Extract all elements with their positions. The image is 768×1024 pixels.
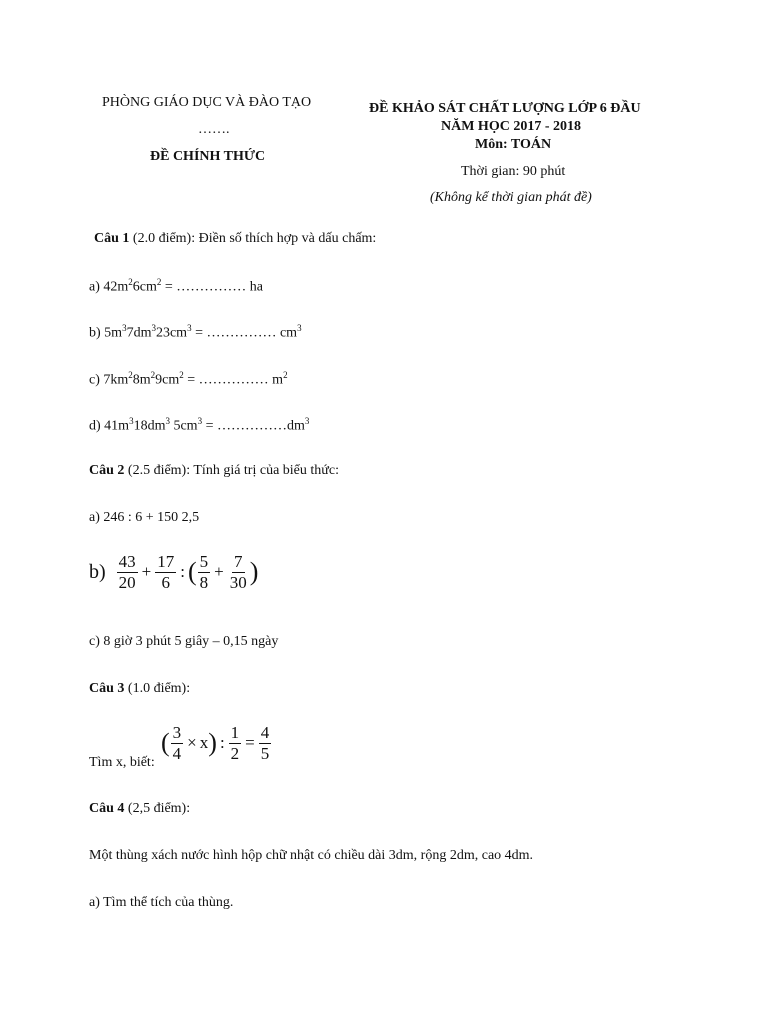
q2-b-label: b) — [89, 560, 106, 583]
q1-item-d — [89, 416, 309, 435]
q1-d-sup: 3 — [129, 416, 134, 426]
denominator: 4 — [172, 743, 182, 763]
fraction — [198, 553, 211, 592]
denominator: 5 — [260, 743, 270, 763]
q2-points: (2.5 điểm) — [127, 463, 187, 478]
denominator: 6 — [161, 572, 171, 592]
q4-item-a: a) Tìm thể tích của thùng. — [89, 895, 234, 910]
header-subject: Môn: TOÁN — [475, 137, 552, 152]
header-official-exam: ĐỀ CHÍNH THỨC — [150, 149, 266, 164]
times-sign: × — [187, 733, 197, 753]
q2-item-b — [89, 553, 258, 592]
fraction — [228, 553, 249, 592]
denominator: 8 — [199, 572, 209, 592]
q1-item-b — [89, 323, 302, 342]
q1-label: Câu 1 — [94, 231, 130, 246]
q1-points: (2.0 điểm) — [132, 231, 192, 246]
q1-c-sup: 2 — [283, 370, 288, 380]
fraction — [259, 724, 272, 763]
fraction — [155, 553, 176, 592]
q2-label: Câu 2 — [89, 463, 125, 478]
equals-sign: = — [245, 733, 255, 753]
q1-item-c — [89, 370, 288, 389]
q1-c-sup: 2 — [179, 370, 184, 380]
numerator: 5 — [199, 552, 209, 571]
q2-title: : Tính giá trị của biểu thức: — [186, 463, 339, 478]
q1-d-sup: 3 — [197, 416, 203, 426]
header-exam-title: ĐỀ KHẢO SÁT CHẤT LƯỢNG LỚP 6 ĐẦU — [369, 101, 641, 116]
q1-b-sup: 3 — [151, 323, 156, 333]
numerator: 7 — [234, 552, 243, 571]
numerator: 17 — [157, 552, 175, 571]
header-department: PHÒNG GIÁO DỤC VÀ ĐÀO TẠO — [102, 95, 312, 110]
left-paren: ( — [188, 557, 197, 587]
header-dots: ……. — [198, 122, 230, 137]
q1-title: : Điền số thích hợp và dấu chấm: — [191, 231, 377, 246]
q1-b-sup: 3 — [297, 323, 302, 333]
q1-c-text: = …………… m — [183, 372, 284, 388]
q1-b-sup: 3 — [187, 323, 192, 333]
q1-item-a — [89, 277, 263, 296]
numerator: 43 — [118, 552, 136, 571]
q1-d-sup: 3 — [304, 416, 310, 426]
denominator: 20 — [118, 572, 136, 592]
q1-d-text: 5cm — [169, 418, 198, 434]
header-school-year: NĂM HỌC 2017 - 2018 — [441, 119, 581, 134]
q1-a-sup: 2 — [128, 277, 133, 287]
q3-find-x-label: Tìm x, biết: — [89, 755, 155, 770]
denominator: 30 — [229, 572, 247, 592]
variable-x: x — [199, 733, 209, 753]
q2-item-a: a) 246 : 6 + 150 2,5 — [89, 510, 200, 525]
q1-d-text: 18dm — [133, 418, 166, 434]
numerator: 1 — [230, 723, 240, 742]
q3-heading — [89, 681, 190, 697]
q1-c-sup: 2 — [128, 370, 133, 380]
right-paren: ) — [249, 557, 259, 587]
q2-heading — [89, 463, 339, 479]
q2-item-c: c) 8 giờ 3 phút 5 giây – 0,15 ngày — [89, 634, 279, 649]
fraction — [171, 724, 184, 763]
numerator: 3 — [172, 723, 182, 742]
q1-b-sup: 3 — [122, 323, 127, 333]
header-duration: Thời gian: 90 phút — [461, 164, 566, 179]
q1-d-sup: 3 — [165, 416, 170, 426]
q1-c-text: 8m — [132, 372, 151, 388]
q4-label: Câu 4 — [89, 801, 125, 816]
q1-a-text: 6cm — [132, 279, 157, 295]
q1-b-text: b) 5m — [89, 325, 123, 341]
q1-d-text: = ……………dm — [202, 418, 305, 434]
q1-c-text: 9cm — [155, 372, 180, 388]
q1-b-text: 23cm — [155, 325, 188, 341]
colon-sign: : — [219, 733, 225, 753]
q1-b-text: = …………… cm — [191, 325, 298, 341]
q1-a-sup: 2 — [156, 277, 162, 287]
q3-points: (1.0 điểm): — [127, 681, 191, 696]
plus-sign: + — [214, 562, 224, 582]
header-note: (Không kể thời gian phát đề) — [430, 190, 592, 205]
q1-c-text: c) 7km — [89, 372, 129, 388]
colon-sign: : — [180, 562, 185, 582]
q4-heading — [89, 801, 190, 817]
denominator: 2 — [230, 743, 240, 763]
left-paren: ( — [161, 728, 170, 758]
q1-a-text: a) 42m — [89, 279, 129, 295]
q3-equation — [161, 724, 272, 763]
fraction — [229, 724, 242, 763]
q1-d-text: d) 41m — [89, 418, 130, 434]
right-paren: ) — [208, 728, 217, 758]
numerator: 4 — [260, 723, 270, 742]
q3-label: Câu 3 — [89, 681, 125, 696]
q4-points: (2,5 điểm): — [127, 801, 191, 816]
q1-a-text: = …………… ha — [161, 279, 263, 295]
q1-b-text: 7dm — [126, 325, 152, 341]
plus-sign: + — [141, 562, 152, 582]
q1-c-sup: 2 — [150, 370, 156, 380]
q1-heading — [94, 231, 376, 247]
fraction — [117, 553, 138, 592]
q4-problem-text: Một thùng xách nước hình hộp chữ nhật có chiều dài 3dm, rộng 2dm, cao 4dm. — [89, 848, 534, 863]
